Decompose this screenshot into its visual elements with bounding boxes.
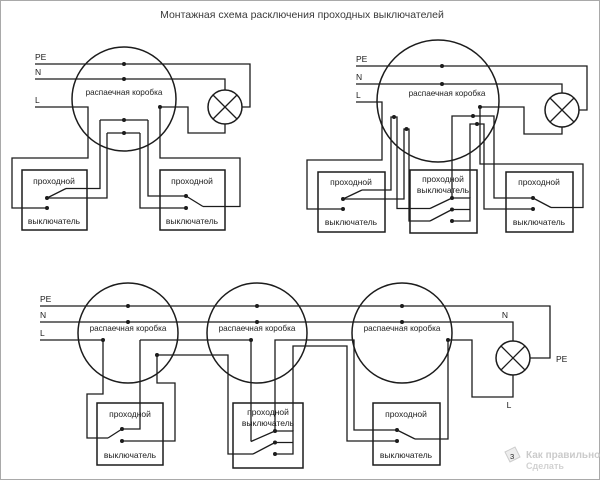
junction-dot (446, 338, 450, 342)
switch-label-top: проходной (330, 177, 372, 187)
terminal-dot (531, 207, 535, 211)
junction-box-label: распаечная коробка (89, 324, 167, 333)
junction-dot (122, 62, 126, 66)
lamp-terminal-label-pe: PE (556, 354, 568, 364)
switch-label-bottom: выключатель (324, 217, 378, 227)
junction-dot (440, 82, 444, 86)
terminal-dot (395, 428, 399, 432)
switch-label-top: проходной (33, 176, 75, 186)
terminal-dot (531, 196, 535, 200)
bus-label-n: N (40, 310, 47, 320)
diagram-title: Монтажная схема расключения проходных выключателей (160, 9, 444, 21)
junction-dot (440, 64, 444, 68)
lamp-terminal-label-l: L (506, 400, 512, 410)
bus-label-l: L (35, 95, 40, 105)
junction-dot (126, 304, 130, 308)
switch-label-line1: проходной (422, 174, 464, 184)
bus-label-pe: PE (356, 54, 368, 64)
junction-dot (471, 114, 475, 118)
junction-dot (400, 304, 404, 308)
junction-box-label: распаечная коробка (218, 324, 296, 333)
watermark-logo-letter: З (510, 454, 515, 461)
junction-box-label: распаечная коробка (85, 88, 163, 97)
junction-dot (249, 338, 253, 342)
terminal-dot (395, 439, 399, 443)
junction-box-label: распаечная коробка (363, 324, 441, 333)
junction-dot (478, 105, 482, 109)
junction-dot (475, 122, 479, 126)
switch-label-bottom: выключатель (27, 216, 81, 226)
junction-dot (122, 131, 126, 135)
terminal-dot (341, 197, 345, 201)
bus-label-l: L (40, 328, 45, 338)
switch-label-bottom: выключатель (379, 450, 433, 460)
switch-label-line1: проходной (247, 407, 289, 417)
terminal-dot (120, 439, 124, 443)
terminal-dot (273, 441, 277, 445)
terminal-dot (45, 196, 49, 200)
junction-dot (400, 320, 404, 324)
junction-dot (405, 127, 409, 131)
terminal-dot (120, 427, 124, 431)
bus-label-pe: PE (40, 294, 52, 304)
lamp-terminal-label-n: N (501, 310, 509, 320)
terminal-dot (450, 196, 454, 200)
watermark-line2: Сделать (526, 461, 564, 471)
junction-dot (122, 77, 126, 81)
junction-dot (255, 304, 259, 308)
switch-label-line2: выключатель (241, 418, 295, 428)
junction-dot (158, 105, 162, 109)
terminal-dot (184, 194, 188, 198)
switch-label-bottom: выключатель (512, 217, 566, 227)
bus-label-l: L (356, 90, 361, 100)
terminal-dot (45, 206, 49, 210)
junction-dot (122, 118, 126, 122)
terminal-dot (450, 208, 454, 212)
junction-dot (392, 115, 396, 119)
terminal-dot (184, 206, 188, 210)
junction-box-label: распаечная коробка (408, 89, 486, 98)
terminal-dot (341, 207, 345, 211)
terminal-dot (273, 452, 277, 456)
junction-dot (126, 320, 130, 324)
switch-label-bottom: выключатель (103, 450, 157, 460)
switch-label-top: проходной (171, 176, 213, 186)
bus-label-pe: PE (35, 52, 47, 62)
terminal-dot (450, 219, 454, 223)
switch-label-line2: выключатель (416, 185, 470, 195)
watermark-line1: Как правильно (526, 450, 600, 461)
switch-label-top: проходной (385, 409, 427, 419)
junction-dot (155, 353, 159, 357)
switch-label-bottom: выключатель (165, 216, 219, 226)
junction-dot (101, 338, 105, 342)
switch-label-top: проходной (518, 177, 560, 187)
switch-label-top: проходной (109, 409, 151, 419)
junction-dot (255, 320, 259, 324)
terminal-dot (273, 429, 277, 433)
bus-label-n: N (356, 72, 363, 82)
bus-label-n: N (35, 67, 42, 77)
